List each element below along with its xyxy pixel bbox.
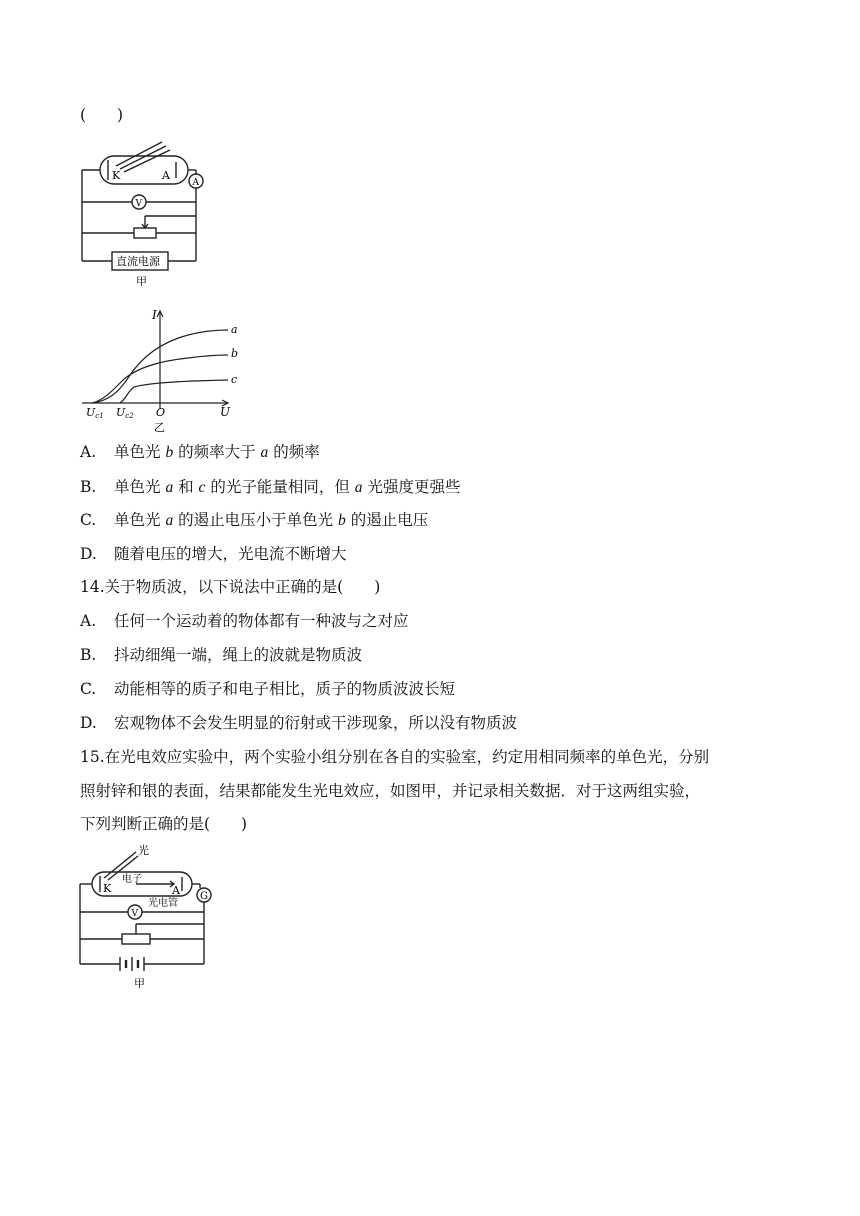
q14-stem: 14.关于物质波，以下说法中正确的是( ) bbox=[80, 578, 381, 596]
q15-stem-line2: 照射锌和银的表面，结果都能发生光电效应，如图甲，并记录相关数据．对于这两组实验， bbox=[80, 782, 701, 800]
var-a: a bbox=[354, 479, 363, 496]
light-ray-1 bbox=[116, 142, 162, 166]
rheostat bbox=[134, 228, 156, 238]
var-c: c bbox=[198, 479, 206, 496]
voltmeter-label: V bbox=[131, 909, 138, 919]
cathode-label: K bbox=[112, 169, 121, 182]
q13-iu-graph bbox=[78, 303, 258, 438]
electron-label: 电子 bbox=[122, 874, 142, 885]
fig-caption-yi: 乙 bbox=[154, 421, 165, 434]
option-text: 的光子能量相同，但 bbox=[205, 478, 355, 496]
x-axis-label: U bbox=[220, 405, 231, 419]
cathode-label: K bbox=[103, 882, 112, 895]
dc-source-label: 直流电源 bbox=[116, 255, 160, 268]
option-text: 光强度更强些 bbox=[362, 478, 461, 496]
curve-a-label: a bbox=[231, 323, 238, 336]
var-a: a bbox=[165, 512, 174, 529]
q15-circuit-diagram bbox=[76, 842, 226, 992]
option-label: B. bbox=[80, 646, 97, 664]
option-label: D. bbox=[80, 714, 97, 732]
option-text: 的频率 bbox=[268, 443, 320, 461]
anode-label: A bbox=[162, 169, 170, 182]
uc1-label bbox=[86, 406, 104, 420]
option-text: 的频率大于 bbox=[173, 443, 261, 461]
var-a: a bbox=[260, 444, 269, 461]
option-label: A. bbox=[80, 612, 97, 630]
origin-label: O bbox=[156, 406, 166, 419]
q13-option-c bbox=[80, 509, 428, 532]
option-label: A. bbox=[80, 443, 97, 461]
light-label: 光 bbox=[138, 844, 149, 857]
q14-option-c bbox=[80, 678, 455, 700]
curve-b-label: b bbox=[231, 347, 239, 360]
option-text: 抖动细绳一端，绳上的波就是物质波 bbox=[114, 646, 363, 664]
anode-label: A bbox=[172, 884, 180, 897]
q13-option-b bbox=[80, 476, 460, 499]
option-text: 的遏止电压小于单色光 bbox=[173, 511, 339, 529]
option-label: D. bbox=[80, 545, 97, 563]
option-label: C. bbox=[80, 680, 97, 698]
tube-label: 光电管 bbox=[148, 898, 178, 909]
option-label: C. bbox=[80, 511, 97, 529]
q13-paren: ( ) bbox=[80, 106, 124, 124]
option-text: 单色光 bbox=[114, 443, 166, 461]
q15-stem-line3: 下列判断正确的是( ) bbox=[80, 815, 248, 833]
uc2-sub: c2 bbox=[125, 412, 134, 420]
galvanometer-label: G bbox=[200, 891, 208, 902]
var-b: b bbox=[338, 512, 346, 529]
q13-option-a bbox=[80, 441, 320, 464]
q14-option-d bbox=[80, 712, 517, 734]
ammeter-label: A bbox=[192, 178, 199, 188]
fig-caption-jia: 甲 bbox=[136, 275, 147, 286]
var-a: a bbox=[165, 479, 174, 496]
option-text: 任何一个运动着的物体都有一种波与之对应 bbox=[114, 612, 409, 630]
q13-option-d bbox=[80, 543, 347, 565]
option-text: 宏观物体不会发生明显的衍射或干涉现象，所以没有物质波 bbox=[114, 714, 518, 732]
uc1-main: U bbox=[86, 406, 96, 419]
q13-circuit-diagram bbox=[76, 136, 216, 286]
var-b: b bbox=[165, 444, 174, 461]
curve-c bbox=[120, 380, 228, 403]
option-text: 和 bbox=[173, 478, 199, 496]
uc2-label bbox=[116, 406, 134, 420]
rheostat bbox=[122, 934, 150, 944]
option-text: 单色光 bbox=[114, 478, 166, 496]
fig-caption-jia: 甲 bbox=[134, 977, 145, 990]
option-text: 单色光 bbox=[114, 511, 166, 529]
option-label: B. bbox=[80, 478, 97, 496]
option-text: 随着电压的增大，光电流不断增大 bbox=[114, 545, 347, 563]
voltmeter-label: V bbox=[135, 199, 142, 209]
q14-option-b bbox=[80, 644, 362, 666]
light-ray-2 bbox=[120, 146, 166, 169]
curve-c-label: c bbox=[231, 373, 238, 386]
uc1-sub: c1 bbox=[95, 412, 104, 420]
option-text: 的遏止电压 bbox=[345, 511, 429, 529]
q14-option-a bbox=[80, 610, 409, 632]
uc2-main: U bbox=[116, 406, 126, 419]
q15-stem-line1: 15.在光电效应实验中，两个实验小组分别在各自的实验室，约定用相同频率的单色光，分别 bbox=[80, 748, 710, 766]
y-axis-label: I bbox=[152, 308, 157, 322]
option-text: 动能相等的质子和电子相比，质子的物质波波长短 bbox=[114, 680, 456, 698]
